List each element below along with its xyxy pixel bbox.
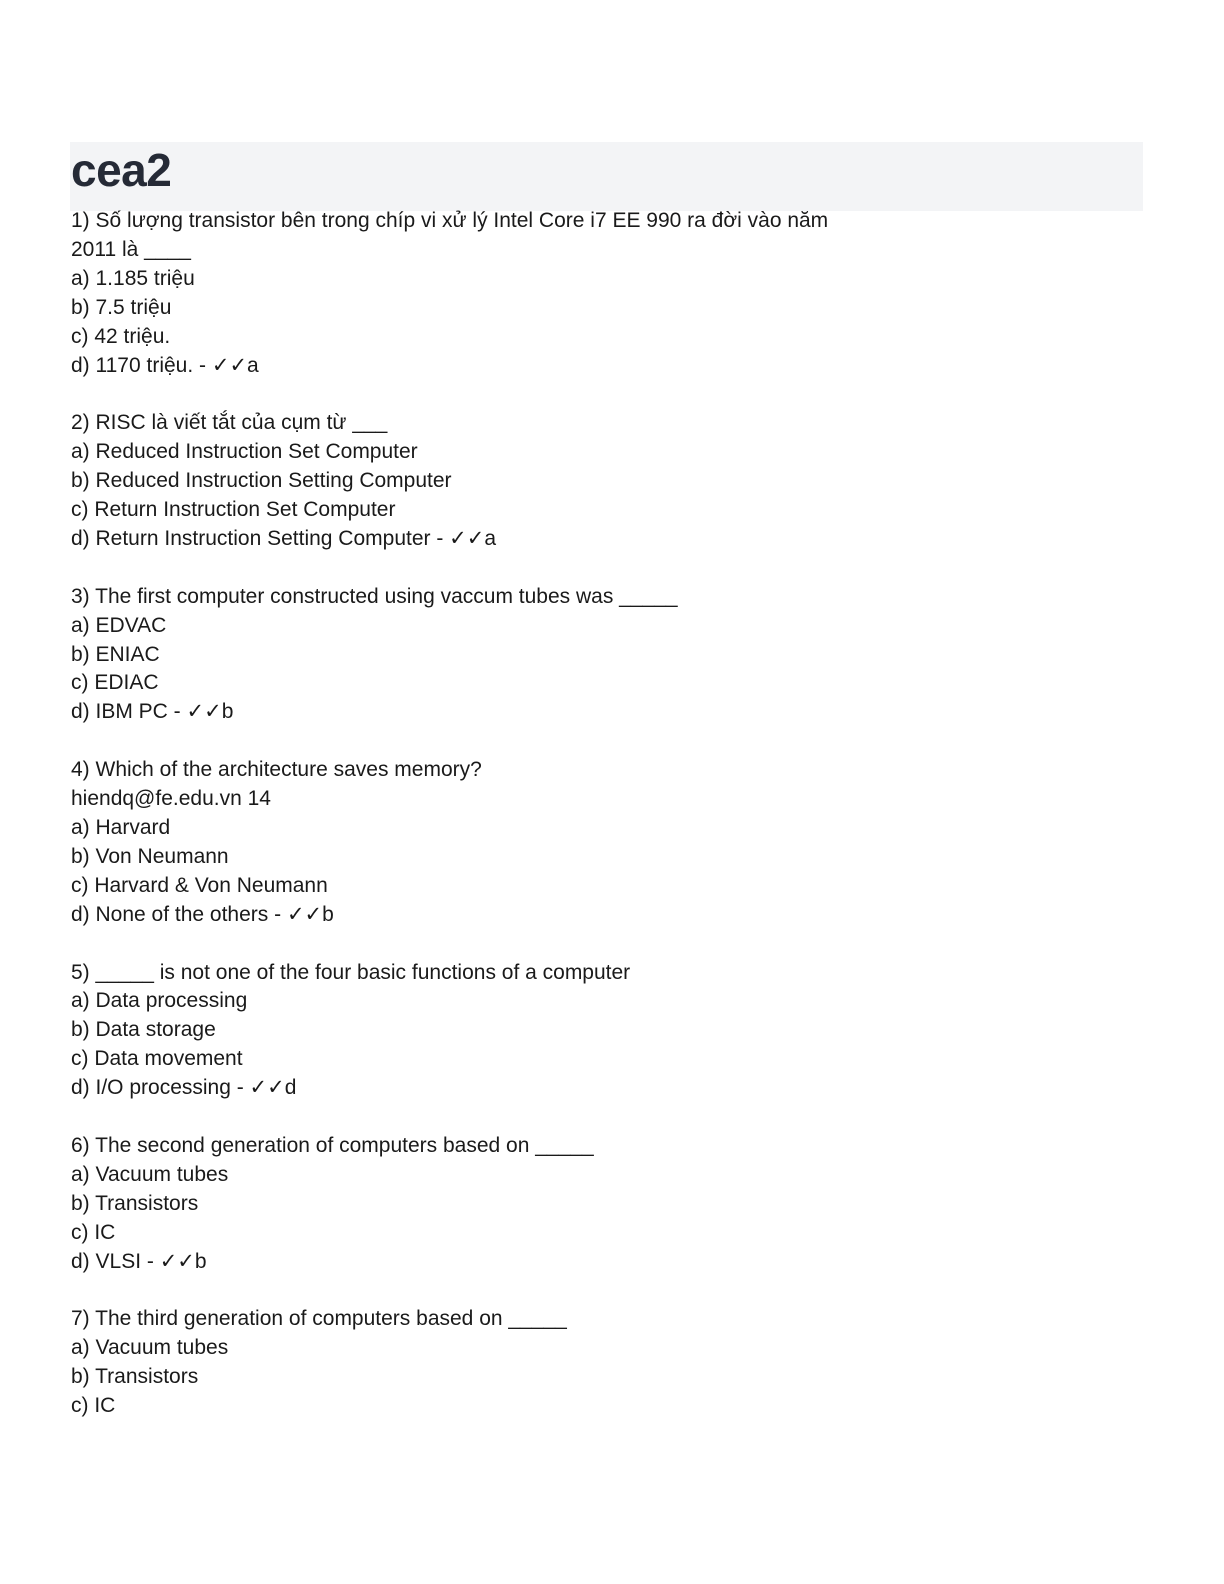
question-text: 2) RISC là viết tắt của cụm từ ___ — [71, 411, 388, 435]
option-a: a) Harvard — [71, 815, 171, 839]
option-d-with-answer: d) Return Instruction Setting Computer - ✓✓a — [71, 526, 497, 550]
question-text: 1) Số lượng transistor bên trong chíp vi xử lý Intel Core i7 EE 990 ra đời vào năm 2011 là ____ — [71, 209, 829, 261]
option-a: a) Vacuum tubes — [71, 1162, 229, 1186]
option-a: a) 1.185 triệu — [71, 266, 195, 290]
question-text: 6) The second generation of computers based on _____ — [71, 1133, 594, 1157]
option-a: a) Data processing — [71, 989, 248, 1013]
document-title: cea2 — [71, 144, 172, 196]
question-list — [71, 207, 1131, 1450]
option-d-with-answer: d) IBM PC - ✓✓b — [71, 700, 234, 724]
question-text: 7) The third generation of computers based on _____ — [71, 1307, 567, 1331]
question-1 — [71, 207, 1131, 380]
option-c: c) Harvard & Von Neumann — [71, 873, 328, 897]
option-c: c) 42 triệu. — [71, 324, 171, 348]
option-d-with-answer: d) 1170 triệu. - ✓✓a — [71, 353, 259, 377]
question-5 — [71, 959, 1131, 1104]
option-d-with-answer: d) I/O processing - ✓✓d — [71, 1076, 297, 1100]
option-b: b) Transistors — [71, 1365, 199, 1389]
question-text: 3) The first computer constructed using vaccum tubes was _____ — [71, 584, 678, 608]
option-b: b) Transistors — [71, 1191, 199, 1215]
option-c: c) IC — [71, 1220, 116, 1244]
option-c: c) Return Instruction Set Computer — [71, 498, 396, 522]
option-d-with-answer: d) None of the others - ✓✓b — [71, 902, 334, 926]
option-a: a) EDVAC — [71, 613, 167, 637]
option-b: b) ENIAC — [71, 642, 160, 666]
question-3 — [71, 583, 1131, 728]
question-2 — [71, 409, 1131, 554]
question-text: 4) Which of the architecture saves memory? — [71, 758, 482, 782]
page-footer-note: hiendq@fe.edu.vn 14 — [71, 787, 271, 811]
option-c: c) IC — [71, 1394, 116, 1418]
option-d-with-answer: d) VLSI - ✓✓b — [71, 1249, 207, 1273]
question-4 — [71, 756, 1131, 929]
option-a: a) Vacuum tubes — [71, 1336, 229, 1360]
option-a: a) Reduced Instruction Set Computer — [71, 440, 418, 464]
option-c: c) Data movement — [71, 1047, 243, 1071]
title-band — [70, 142, 1143, 211]
option-b: b) Von Neumann — [71, 844, 229, 868]
question-6 — [71, 1132, 1131, 1277]
option-c: c) EDIAC — [71, 671, 159, 695]
question-text: 5) _____ is not one of the four basic functions of a computer — [71, 960, 631, 984]
option-b: b) Reduced Instruction Setting Computer — [71, 469, 452, 493]
option-b: b) 7.5 triệu — [71, 295, 172, 319]
option-b: b) Data storage — [71, 1018, 216, 1042]
question-7 — [71, 1305, 1131, 1421]
